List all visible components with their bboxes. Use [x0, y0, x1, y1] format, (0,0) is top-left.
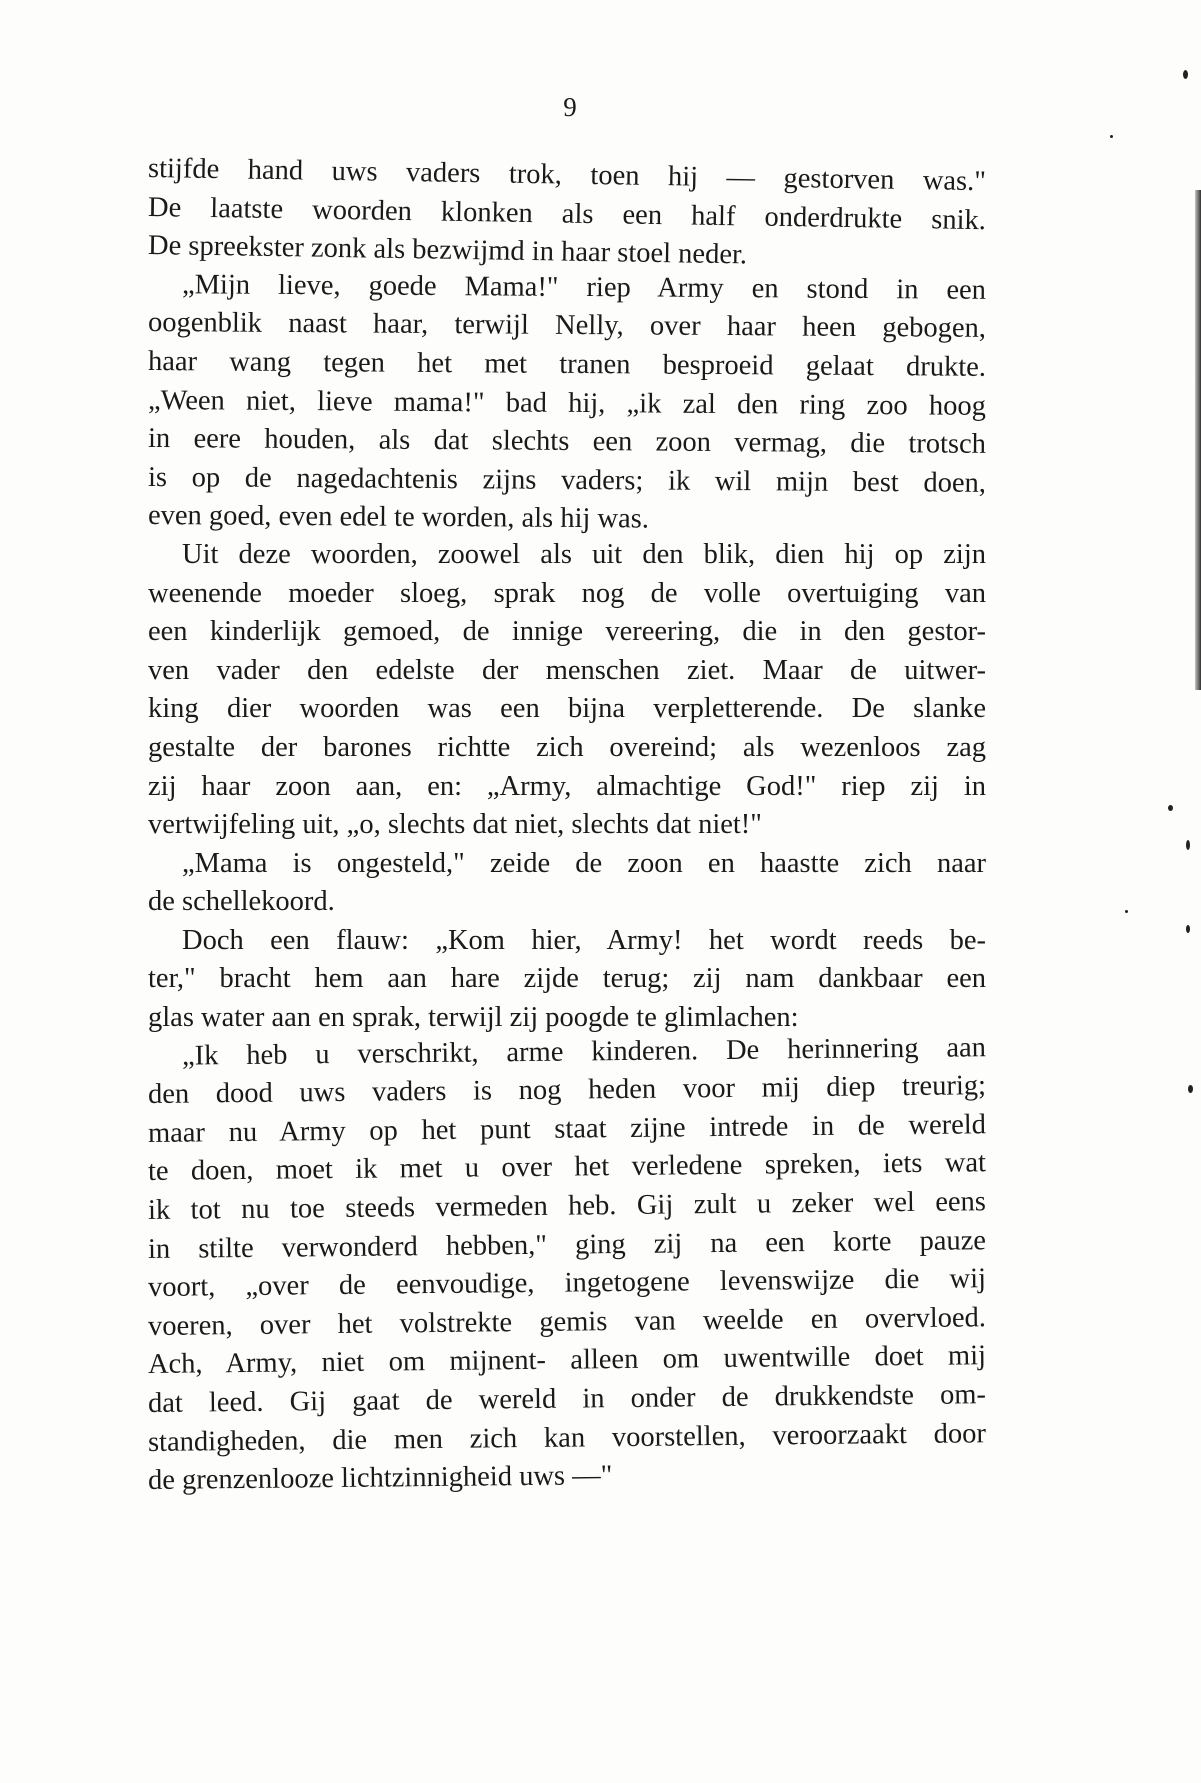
text-line: dat leed. Gij gaat de wereld in onder de drukkendste om-	[147, 1379, 987, 1419]
text-line: gestalte der barones richtte zich overeind; als wezenloos zag	[148, 731, 986, 763]
text-line: Ach, Army, niet om mijnent- alleen om uwentwille doet mij	[147, 1340, 987, 1381]
text-line: stijfde hand uws vaders trok, toen hij — gestorven was."	[147, 153, 987, 198]
text-line: glas water aan en sprak, terwijl zij poogde te glimlachen:	[148, 1002, 799, 1034]
text-line: standigheden, die men zich kan voorstellen, veroorzaakt door	[147, 1417, 987, 1458]
scan-speck	[1188, 1085, 1193, 1093]
text-line: De spreekster zonk als bezwijmd in haar stoel neder.	[147, 230, 748, 271]
text-line: de grenzenlooze lichtzinnigheid uws —"	[147, 1460, 613, 1497]
text-line: ven vader den edelste der menschen ziet. Maar de uitwer-	[148, 654, 986, 686]
text-line: „Ween niet, lieve mama!" bad hij, „ik zal den ring zoo hoog	[147, 384, 987, 422]
text-line: is op de nagedachtenis zijns vaders; ik wil mijn best doen,	[147, 461, 987, 499]
text-line: maar nu Army op het punt staat zijne intrede in de wereld	[147, 1109, 987, 1149]
text-line: een kinderlijk gemoed, de innige vereering, die in den gestor-	[148, 616, 986, 648]
paragraph-start-line: „Mijn lieve, goede Mama!" riep Army en stond in een	[181, 269, 987, 306]
text-line: in stilte verwonderd hebben," ging zij na een korte pauze	[147, 1224, 987, 1265]
body-text	[148, 150, 986, 1501]
text-line: weenende moeder sloeg, sprak nog de volle overtuiging van	[148, 577, 986, 609]
scan-speck	[1110, 135, 1113, 138]
text-line: even goed, even edel te worden, als hij was.	[147, 500, 650, 535]
text-line: ter," bracht hem aan hare zijde terug; zij nam dankbaar een	[148, 963, 986, 995]
scan-speck	[1168, 805, 1173, 811]
text-line: king dier woorden was een bijna verpletterende. De slanke	[148, 693, 986, 725]
text-line: oogenblik naast haar, terwijl Nelly, over haar heen gebogen,	[147, 307, 987, 345]
scan-speck	[1186, 840, 1190, 850]
text-line: te doen, moet ik met u over het verledene spreken, iets wat	[147, 1147, 987, 1188]
paragraph-start-line: „Mama is ongesteld," zeide de zoon en haastte zich naar	[182, 847, 986, 879]
text-line: zij haar zoon aan, en: „Army, almachtige God!" riep zij in	[148, 770, 986, 802]
text-line: voort, „over de eenvoudige, ingetogene levenswijze die wij	[147, 1263, 987, 1304]
text-line: den dood uws vaders is nog heden voor mij diep treurig;	[147, 1070, 987, 1111]
paragraph-start-line: Uit deze woorden, zoowel als uit den blik, dien hij op zijn	[182, 538, 986, 570]
text-line: voeren, over het volstrekte gemis van weelde en overvloed.	[147, 1302, 987, 1342]
text-line: vertwijfeling uit, „o, slechts dat niet, slechts dat niet!"	[148, 809, 762, 841]
text-line: ik tot nu toe steeds vermeden heb. Gij zult u zeker wel eens	[147, 1186, 987, 1227]
paragraph-start-line: „Ik heb u verschrikt, arme kinderen. De herinnering aan	[181, 1031, 987, 1072]
page-number: 9	[563, 92, 577, 122]
text-line: haar wang tegen het met tranen besproeid gelaat drukte.	[147, 345, 987, 383]
scan-speck	[1186, 925, 1190, 933]
text-line: de schellekoord.	[148, 886, 335, 918]
paragraph-start-line: Doch een flauw: „Kom hier, Army! het wordt reeds be-	[182, 924, 986, 956]
scan-edge-shadow	[1195, 190, 1201, 690]
text-line: De laatste woorden klonken als een half onderdrukte snik.	[147, 191, 987, 236]
scan-speck	[1183, 70, 1188, 79]
text-line: in eere houden, als dat slechts een zoon vermag, die trotsch	[147, 423, 987, 461]
scan-speck	[1125, 910, 1128, 913]
